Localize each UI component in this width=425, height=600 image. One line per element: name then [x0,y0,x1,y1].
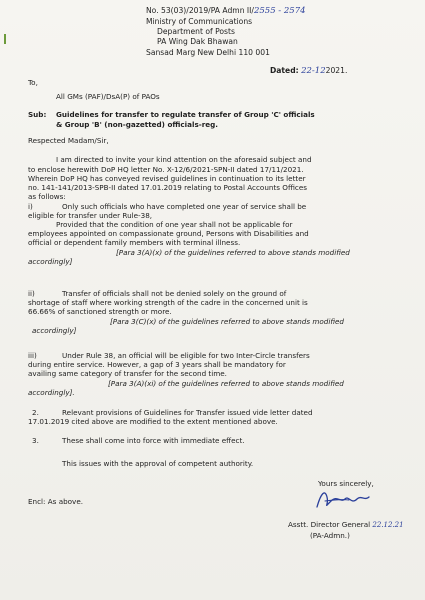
point-2-line: 66.66% of sanctioned strength or more. [28,307,172,316]
signatory-line [288,520,404,530]
point-1-line: employees appointed on compassionate ground, Persons with Disabilities and [28,229,309,238]
signature [311,487,373,513]
intro-line: no. 141-141/2013-SPB-II dated 17.01.2019 relating to Postal Accounts Offices [28,183,308,192]
to-label: To, [28,78,38,87]
point-3-number: iii) [28,351,37,360]
subject-label: Sub: [28,110,47,119]
signatory-office: (PA-Admn.) [310,531,350,540]
intro-line: as follows: [28,192,66,201]
date-year: 2021. [325,66,348,75]
handwritten-dispatch-number: 2555 - 2574 [253,6,306,16]
point-3-line: availing same category of transfer for the second time. [28,369,227,378]
point-2-reference: [Para 3(C)(x) of the guidelines referred to above stands modified [110,317,344,326]
point-3-reference: accordingly]. [28,388,75,397]
reference-number [146,6,306,16]
point-1-line: Provided that the condition of one year shall not be applicable for [56,220,293,229]
date-label: Dated: [270,66,299,75]
department-name: Department of Posts [157,27,235,36]
closing: Yours sincerely, [318,479,374,488]
point-3-reference: [Para 3(A)(xi) of the guidelines referred to above stands modified [108,379,344,388]
approval-note: This issues with the approval of competent authority. [62,459,254,468]
point-1-line: eligible for transfer under Rule-38, [28,211,153,220]
point-2-reference: accordingly] [32,326,77,335]
reference-number-text: No. 53(03)/2019/PA Admn II/ [146,6,254,15]
point-2-number: ii) [28,289,35,298]
paragraph-3-number: 3. [32,436,39,445]
intro-line: to enclose herewith DoP HQ letter No. X-12/6/2021-SPN-II dated 17/11/2021. [28,165,304,174]
point-1-reference: [Para 3(A)(x) of the guidelines referred to above stands modified [116,248,350,257]
paragraph-2-line: 17.01.2019 cited above are modified to the extent mentioned above. [28,417,278,426]
wing-name: PA Wing Dak Bhawan [157,37,238,46]
enclosure-note: Encl: As above. [28,497,84,506]
paragraph-2-number: 2. [32,408,39,417]
signature-scribble [311,487,373,513]
intro-line: Wherein DoP HQ has conveyed revised guidelines in continuation to its letter [28,174,306,183]
point-2-line: shortage of staff where working strength of the cadre in the concerned unit is [28,298,308,307]
ministry-name: Ministry of Communications [146,17,253,26]
point-1-number: i) [28,202,33,211]
intro-line: I am directed to invite your kind attention on the aforesaid subject and [56,155,312,164]
point-3-line: during entire service. However, a gap of 3 years shall be mandatory for [28,360,286,369]
handwritten-date: 22-12 [301,66,326,76]
salutation: Respected Madam/Sir, [28,136,109,145]
point-2-line: Transfer of officials shall not be denied solely on the ground of [62,289,287,298]
addressee: All GMs (PAF)/DsA(P) of PAOs [56,92,160,101]
paragraph-2-line: Relevant provisions of Guidelines for Transfer issued vide letter dated [62,408,313,417]
point-1-line: official or dependent family members with terminal illness. [28,238,241,247]
date-line [270,66,347,76]
office-address: Sansad Marg New Delhi 110 001 [146,48,270,57]
subject-line-1: Guidelines for transfer to regulate transfer of Group 'C' officials [56,110,315,119]
point-1-reference: accordingly] [28,257,73,266]
point-1-line: Only such officials who have completed one year of service shall be [62,202,307,211]
margin-mark [4,34,10,44]
subject-line-2: & Group 'B' (non-gazetted) officials-reg. [56,120,219,129]
handwritten-sign-date: 22.12.21 [372,521,404,529]
signatory-designation: Asstt. Director General [288,520,371,529]
paragraph-3-text: These shall come into force with immediate effect. [62,436,245,445]
point-3-line: Under Rule 38, an official will be eligible for two Inter-Circle transfers [62,351,310,360]
